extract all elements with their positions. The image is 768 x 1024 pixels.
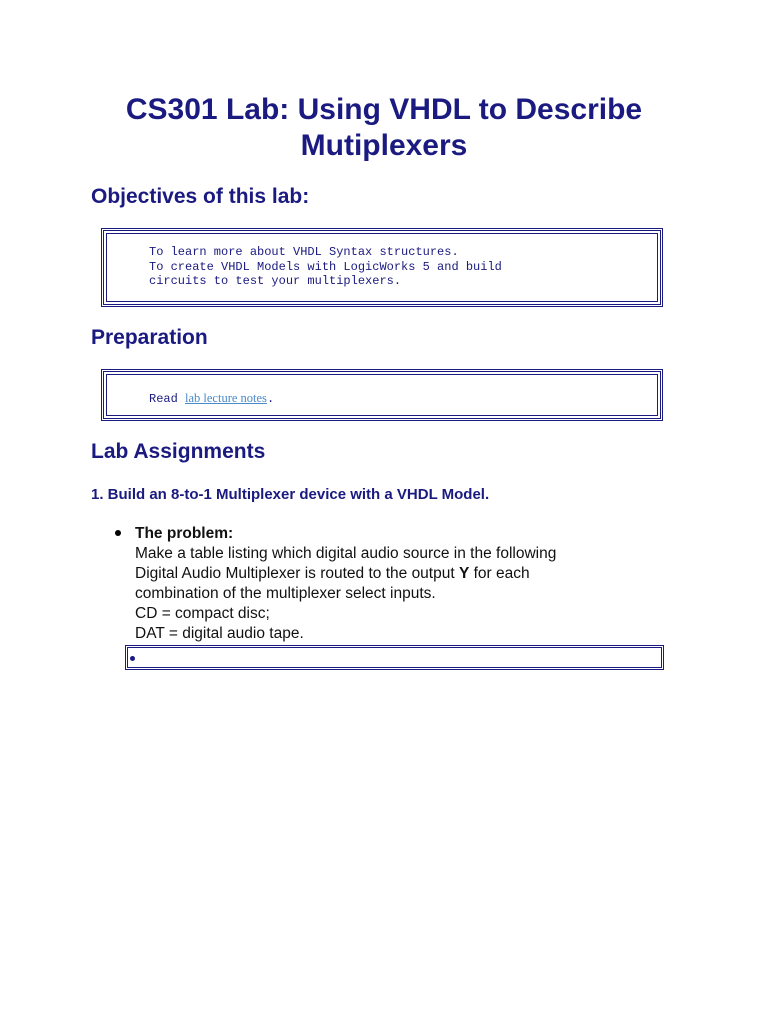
problem-text-line: Make a table listing which digital audio source in the following	[135, 545, 557, 562]
objective-line: To learn more about VHDL Syntax structures.	[149, 245, 459, 259]
lab-assignments-heading: Lab Assignments	[91, 440, 266, 463]
bullet-icon	[130, 656, 135, 661]
preparation-box	[101, 369, 663, 421]
figure-placeholder-box	[125, 645, 664, 670]
problem-item	[135, 524, 675, 644]
problem-text-line: DAT = digital audio tape.	[135, 625, 304, 642]
objectives-box	[101, 228, 663, 307]
title-line-1: CS301 Lab: Using VHDL to Describe	[125, 93, 643, 126]
page-title	[0, 92, 768, 164]
preparation-heading: Preparation	[91, 326, 208, 349]
preparation-text	[149, 389, 274, 407]
preparation-suffix: .	[266, 392, 275, 406]
output-y-label: Y	[458, 565, 470, 582]
lab-lecture-notes-link[interactable]: lab lecture notes	[185, 391, 267, 405]
problem-text-part: for each	[469, 565, 530, 582]
problem-label: The problem:	[135, 525, 234, 542]
problem-text-part: Digital Audio Multiplexer is routed to the output	[135, 565, 459, 582]
bullet-icon	[115, 530, 121, 536]
problem-text-line: CD = compact disc;	[135, 605, 270, 622]
objective-line: circuits to test your multiplexers.	[149, 274, 402, 288]
objectives-list	[149, 245, 502, 289]
objective-line: To create VHDL Models with LogicWorks 5 and build	[149, 259, 502, 274]
assignment-1-title: 1. Build an 8-to-1 Multiplexer device with a VHDL Model.	[91, 486, 490, 503]
objectives-heading: Objectives of this lab:	[91, 185, 310, 208]
problem-text-line	[135, 564, 675, 584]
problem-text-line: combination of the multiplexer select inputs.	[135, 585, 436, 602]
title-line-2: Mutiplexers	[300, 129, 468, 162]
preparation-prefix: Read	[149, 392, 186, 406]
